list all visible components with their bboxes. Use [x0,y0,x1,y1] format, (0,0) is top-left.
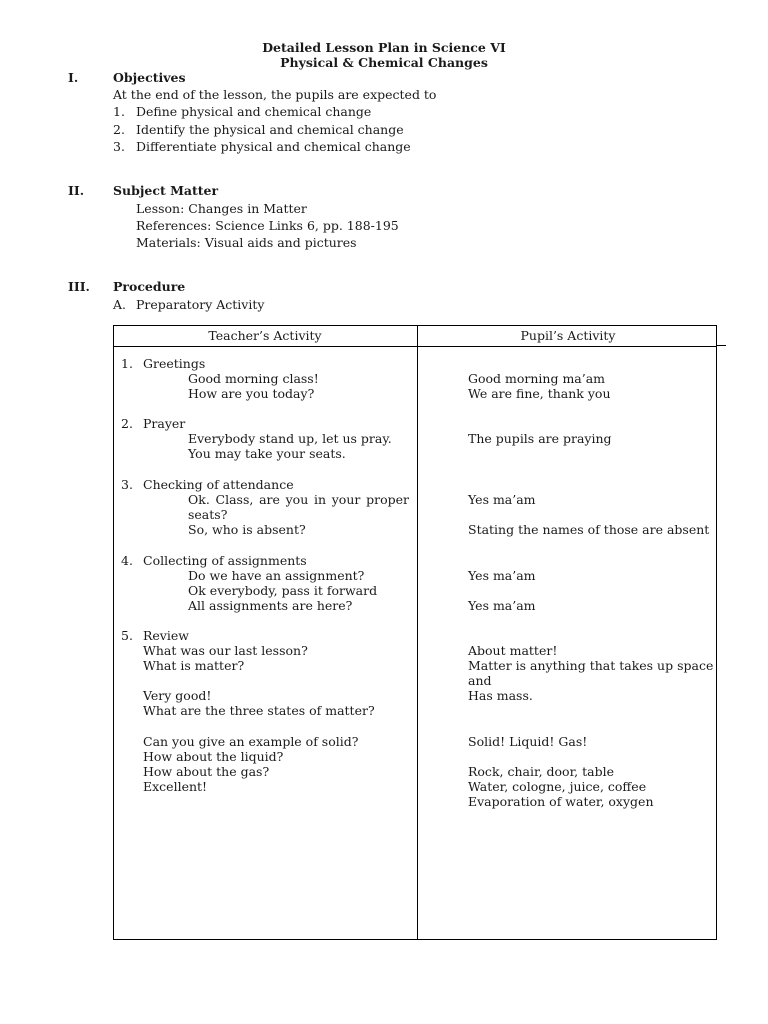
pupil-line: About matter! [468,643,558,658]
pupil-line: Has mass. [468,688,533,703]
section-number: 5. [121,628,133,643]
section-number: 2. [121,416,133,431]
teacher-line: Everybody stand up, let us pray. [188,431,392,446]
teacher-line: What was our last lesson? [143,643,308,658]
teacher-line: Ok everybody, pass it forward [188,583,378,598]
teacher-line-justified [188,492,409,507]
objective-text: Identify the physical and chemical change [136,122,404,137]
teacher-line: Excellent! [143,779,208,794]
teacher-line: All assignments are here? [188,598,353,613]
teacher-line: How about the gas? [143,764,270,779]
section-heading: Greetings [143,356,206,371]
section-heading: Checking of attendance [143,477,294,492]
teacher-line: Can you give an example of solid? [143,734,359,749]
column-divider [417,326,418,939]
objective-number: 3. [113,139,125,154]
materials-line: Materials: Visual aids and pictures [136,235,357,250]
section-number: 3. [121,477,133,492]
objective-text: Differentiate physical and chemical change [136,139,411,154]
stray-rule [717,345,726,346]
teacher-activity-header: Teacher’s Activity [208,328,322,343]
activity-table [113,325,717,940]
document-subtitle: Physical & Chemical Changes [280,55,488,70]
lesson-line: Lesson: Changes in Matter [136,201,307,216]
procedure-heading: Procedure [113,279,186,294]
objective-number: 2. [113,122,125,137]
teacher-line: What is matter? [143,658,245,673]
teacher-line: What are the three states of matter? [143,703,375,718]
teacher-word: your [331,492,361,507]
teacher-line: How are you today? [188,386,315,401]
section-number: 4. [121,553,133,568]
section-number: 1. [121,356,133,371]
subsection-heading: Preparatory Activity [136,297,265,312]
pupil-line: Rock, chair, door, table [468,764,614,779]
pupil-line: Matter is anything that takes up space [468,658,714,673]
teacher-line: How about the liquid? [143,749,284,764]
objectives-heading: Objectives [113,70,186,85]
subsection-letter: A. [113,297,127,312]
teacher-word: Ok. [188,492,210,507]
pupil-line: Yes ma’am [468,598,536,613]
pupil-line: Solid! Liquid! Gas! [468,734,588,749]
pupil-line: Water, cologne, juice, coffee [468,779,647,794]
pupil-line: Stating the names of those are absent [468,522,710,537]
section-heading: Collecting of assignments [143,553,307,568]
teacher-line: Very good! [143,688,212,703]
pupil-line: Yes ma’am [468,492,536,507]
section-heading: Review [143,628,189,643]
teacher-word: are [259,492,280,507]
section-heading: Prayer [143,416,186,431]
teacher-line: Do we have an assignment? [188,568,365,583]
pupil-line: Good morning ma’am [468,371,606,386]
subject-matter-heading: Subject Matter [113,183,219,198]
procedure-numeral: III. [68,279,90,294]
references-line: References: Science Links 6, pp. 188-195 [136,218,399,233]
teacher-line: You may take your seats. [188,446,346,461]
teacher-word: proper [366,492,409,507]
pupil-line: and [468,673,492,688]
objectives-intro: At the end of the lesson, the pupils are expected to [113,87,437,102]
objective-number: 1. [113,104,125,119]
teacher-word: in [313,492,327,507]
teacher-word: Class, [215,492,254,507]
teacher-line: seats? [188,507,228,522]
objectives-numeral: I. [68,70,79,85]
subject-matter-numeral: II. [68,183,85,198]
teacher-line: Good morning class! [188,371,319,386]
pupil-line: The pupils are praying [468,431,612,446]
teacher-line: So, who is absent? [188,522,306,537]
teacher-word: you [285,492,309,507]
pupil-line: We are fine, thank you [468,386,611,401]
pupil-line: Yes ma’am [468,568,536,583]
objective-text: Define physical and chemical change [136,104,372,119]
pupil-line: Evaporation of water, oxygen [468,794,654,809]
document-title: Detailed Lesson Plan in Science VI [262,40,506,55]
pupil-activity-header: Pupil’s Activity [520,328,616,343]
table-header-row [114,326,716,347]
